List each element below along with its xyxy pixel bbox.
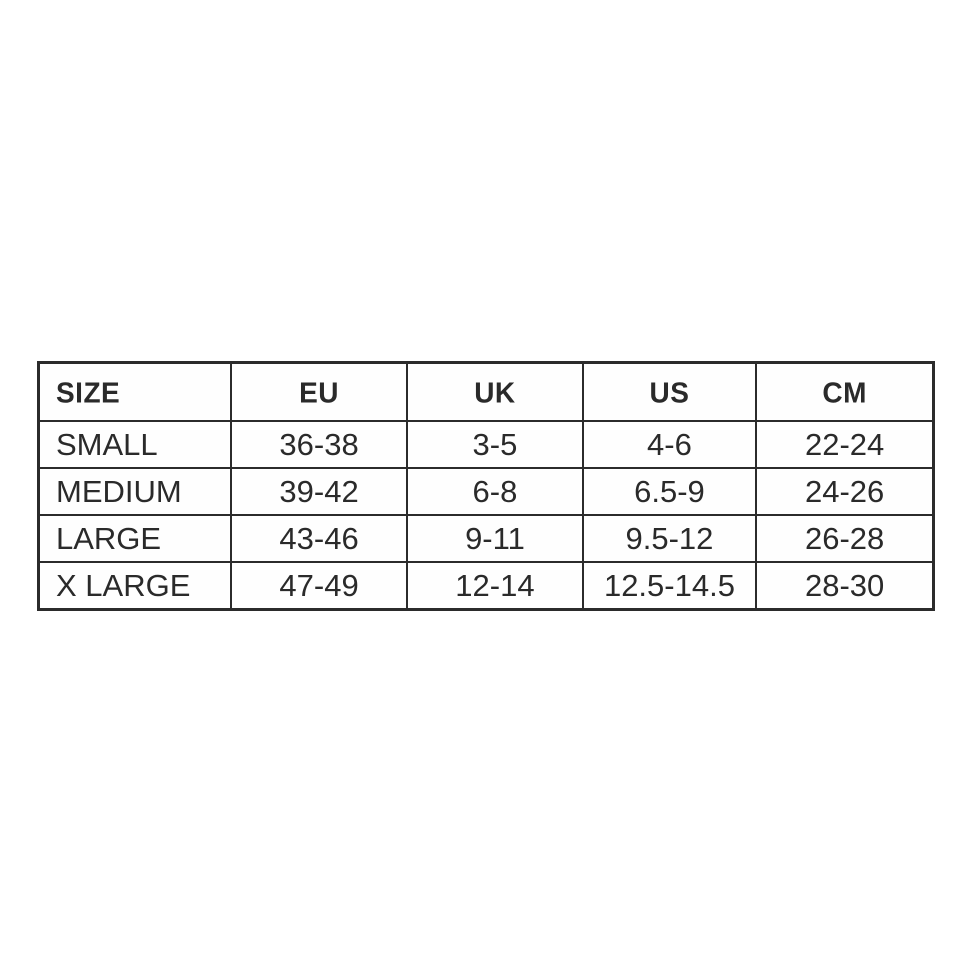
column-header-cm: CM: [756, 361, 933, 422]
cell-size-label: MEDIUM: [39, 468, 231, 515]
cell-cm-value: 24-26: [756, 468, 933, 515]
cell-eu-value: 43-46: [231, 515, 407, 562]
cell-size-label: LARGE: [39, 515, 231, 562]
cell-us-value: 6.5-9: [583, 468, 757, 515]
cell-uk-value: 12-14: [407, 562, 582, 610]
cell-cm-value: 22-24: [756, 421, 933, 468]
column-header-uk: UK: [407, 361, 582, 422]
size-conversion-table: [37, 361, 935, 611]
cell-us-value: 9.5-12: [583, 515, 757, 562]
table-row-x-large: [39, 562, 934, 610]
column-header-eu: EU: [231, 361, 407, 422]
column-header-size: SIZE: [39, 361, 231, 422]
table-row-small: [39, 421, 934, 468]
cell-uk-value: 6-8: [407, 468, 582, 515]
cell-us-value: 12.5-14.5: [583, 562, 757, 610]
cell-cm-value: 28-30: [756, 562, 933, 610]
table-row-large: [39, 515, 934, 562]
column-header-us: US: [583, 361, 757, 422]
cell-eu-value: 36-38: [231, 421, 407, 468]
cell-uk-value: 3-5: [407, 421, 582, 468]
table-header-row: [39, 363, 934, 422]
table-row-medium: [39, 468, 934, 515]
cell-eu-value: 39-42: [231, 468, 407, 515]
cell-us-value: 4-6: [583, 421, 757, 468]
cell-uk-value: 9-11: [407, 515, 582, 562]
cell-eu-value: 47-49: [231, 562, 407, 610]
cell-size-label: X LARGE: [39, 562, 231, 610]
cell-cm-value: 26-28: [756, 515, 933, 562]
cell-size-label: SMALL: [39, 421, 231, 468]
